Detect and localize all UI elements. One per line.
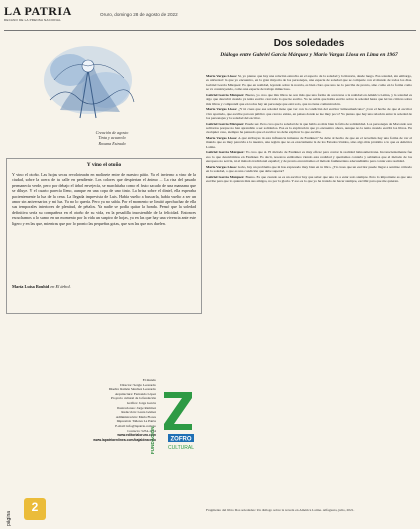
page-number-badge [24, 498, 46, 520]
poem-author: María Luisa Bouhid en El árbol. [12, 284, 71, 289]
zofro-brand: ZOFRO [170, 436, 192, 443]
article-dos-soledades [206, 36, 412, 522]
pagina-label: página [6, 510, 12, 526]
poem-title: Y vino el otoño [86, 162, 122, 168]
article-footnote: Fragmento del libro Dos soledades: Un diálogo sobre la novela en América Latina. Alfaguara, julio, 2021. [206, 508, 355, 512]
article-paragraph: Gabriel García Márquez: Bueno, yo creo que mis libros no son más que una forma de acercarse a la realidad en América Latina, y la soledad es algo que descubrí cuando ya tenía escrito casi todo lo que he escrito. Yo no sabía que había escrito sobre la soledad hasta que leí las críticas sobre mis libros y comprendí que en todos hay un personaje que está solo, que no tiene comunicación. [206, 92, 412, 106]
credits-url[interactable]: www.editorialoruro.com [117, 433, 156, 438]
poem-text: Y vino el otoño. Las hojas secas revolotearán en molinete entre de nuestro pátio. Ya el invierno a vino de la ciudad, sobre la acera de tu calle en pendiente. Los colores que despiertan el ánimo ... La risa del pasado permanecía verde, pero por debajo el árbol envejecía, se marchitaba como el fruto sacado de una manzana que se diluye. Y el cuarto parecía lleno, aunque en una copa de uno tinto. La brisa sobre el dintel, ella esperaba pacientemente la luz de la cena. La llegada imprevista de Luis. Había vuelto a buscarla, había vuelto a ser un amor sin aniversarios y mi luz. Ya no lo quería. Pero ya no sabía. Por el momento se limitó apechuchar de ella sus temporales interiores de plenitud, de pétalos. Ya nadie se podía quitar la honda. Pensó que la soledad definitiva sería su compañera en el otoño de su vida, en la pesadilla insostenible de la felicidad. Entonces escuchamos a lo sumo en un momento por la vida un suspiro de hojas, ya en las que hay una vivencia ante este ligero y en las que, mientras que por lo pronto las pequeñas gotas, que son las que nos duelen. [12, 172, 196, 226]
article-paragraph: Gabriel García Márquez: Yo creo que sí. El método de Faulkner es muy eficaz para contar la realidad latinoamericana. Inconscientemente fue eso lo que descubrimos en Faulkner. Es decir, nosotros estábamos viendo esta realidad y queríamos contarla y sabíamos que el método de los europeos no servía, ni el método tradicional español; y de pronto encontramos el método faulkneriano adecuadísimo para contar esta realidad. [206, 150, 412, 164]
article-paragraph: Mario Vargas Llosa: Gabo, hay un problema que tú has expresado muy bien en tu libro. ¿Tú crees que un escritor puede llegar a sentirse cómodo en la soledad, o que es una condición que debe superar? [206, 164, 412, 174]
article-paragraph: Gabriel García Márquez: Puede ser. Pero creo que la soledad de la que hablo es más bien la falta de solidaridad. Los personajes de Macondo son solitarios porque no han aprendido a ser solidarios. Esa es la explicación que yo encuentro ahora, aunque no la tenía cuando escribí los libros. En cualquier caso, siempre he pensado que el escritor no debe explicar lo que escribe. [206, 121, 412, 135]
dateline: Oruro, domingo 28 de agosto de 2022 [100, 12, 178, 17]
article-body [206, 74, 412, 506]
zofro-logo [158, 388, 202, 452]
page-number: 2 [31, 500, 39, 514]
article-title: Dos soledades [273, 38, 345, 49]
watercolor-illustration [30, 40, 146, 128]
article-paragraph: Mario Vargas Llosa: Sí, yo pienso que hay una relación estrecha en el aspecto de la soledad y la historia, desde luego. Esa soledad, sin embargo, es universal: la que yo encuentro, en la gran mayoría de los personajes, una especie de soledad que se comparte con el mundo de todos los días. Gabriel García Márquez: Es que en realidad, leyendo sobre la novela, es bien claro que uno no lo percibe de pronto, sino como en la forma como se va construyendo, como una especie de trabajo minucioso. [206, 74, 412, 92]
newspaper-logo: LA PATRIA [4, 4, 72, 18]
article-subtitle: Diálogo entre Gabriel García Márquez y Mario Vargas Llosa en Lima en 1967 [220, 52, 398, 58]
cultural-label: CULTURAL [167, 445, 195, 451]
page-header [4, 4, 416, 31]
editorial-credits: El mundo Director: Sergio Leonardo Diseño: Ramón Sánchez Leonardo Arquitectura: Fernando López Proyecto cultural de la fundación Gráfica: Jorge García Ilustraciones: Jorge Ramírez Redacción: Laura Gómez Administración: María Flores Impresión: Talleres La Patria E-mail: info@lapatria.com.bo Contacto: 5254-1234 www.editorialoruro.com www.lapatriaenlinea.com/bajaldeacedo [62, 378, 156, 442]
article-paragraph: Mario Vargas Llosa: A qué atribuyes tú esta influencia inmensa de Faulkner? Se debe al hecho de que en el novelista hay una forma de ver el mundo que es muy parecida a la nuestra, una región que no es exactamente la de los Estados Unidos, sino algo más próximo a lo que es América Latina. [206, 135, 412, 149]
fundacion-vertical-label: FUNDACIÓN [150, 426, 155, 454]
credits-url[interactable]: www.lapatriaenlinea.com/bajaldeacedo [93, 437, 156, 442]
article-paragraph: Mario Vargas Llosa: ¿Y tú crees que esa soledad tiene que ver con la condición del escritor latinoamericano? ¿Con el hecho de que el escritor vive apartado, que escribe para un público que casi no existe, en países donde se lee muy poco? Yo pienso que hay una relación entre la soledad de los personajes y la soledad del escritor. [206, 107, 412, 121]
left-column [6, 34, 202, 524]
logo-tagline: DECANO DE LA PRENSA NACIONAL [4, 18, 61, 22]
article-paragraph: Gabriel García Márquez: Bueno. Es que cuando se es un escritor hay que saber que uno va a estar solo siempre. Pero lo importante es que uno escribe para que lo quieran más sus amigos, no por la gloria. Y eso es lo que yo he tratado de hacer siempre, escribir para que me quieran. [206, 174, 412, 183]
illustration-caption: Creación de agosto Tinta y acuarela Roxana Estrada [95, 130, 129, 146]
